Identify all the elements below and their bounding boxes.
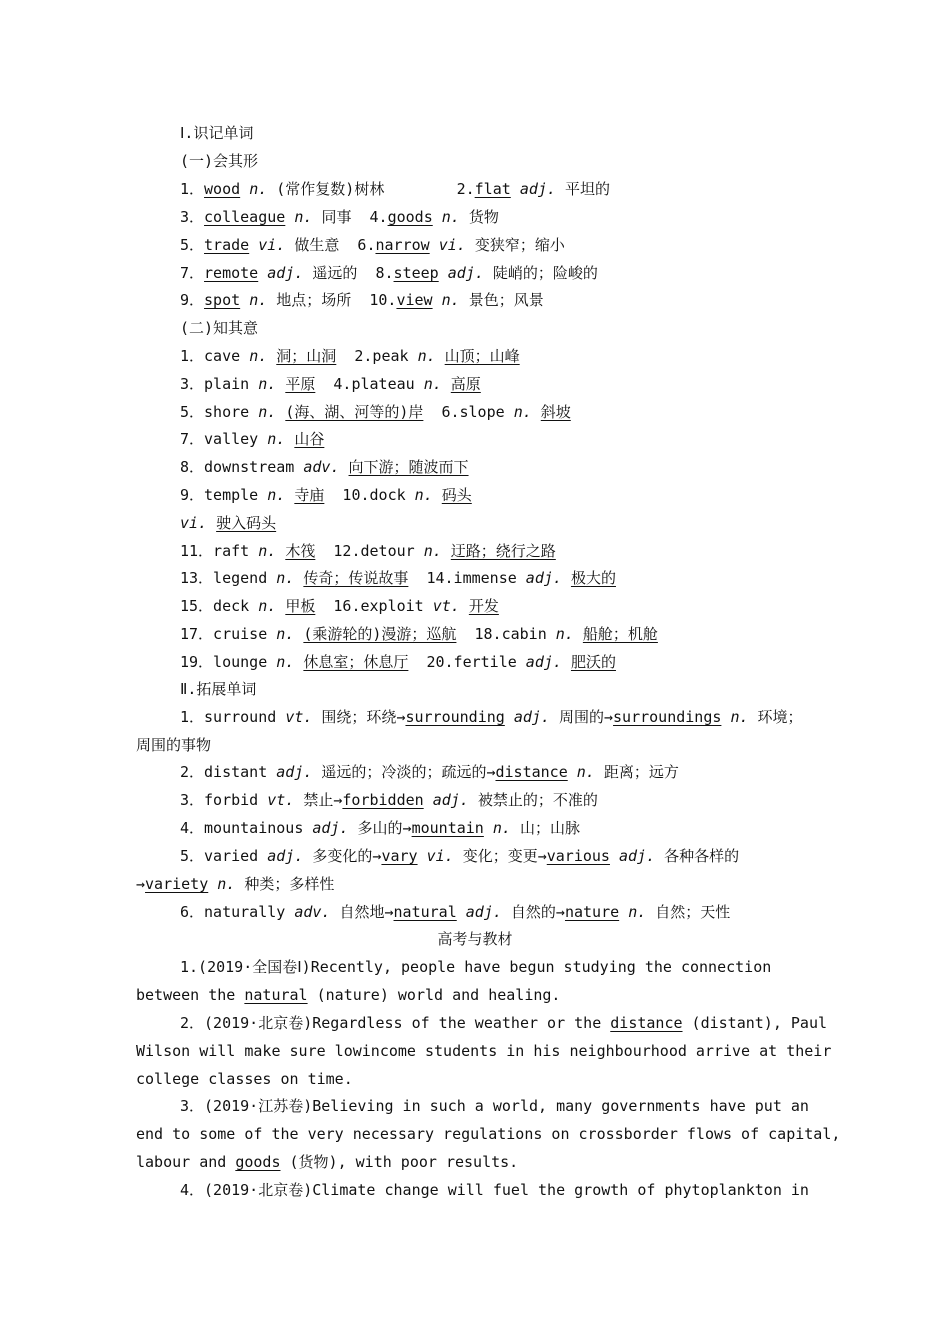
vocab-item [180, 402, 571, 422]
pos: vi. [438, 236, 466, 254]
term: 20.fertile [426, 653, 517, 671]
pos: n. [276, 625, 295, 643]
item-number: 5． [180, 236, 205, 254]
item-number: 4. [369, 208, 388, 226]
pos: adj. [312, 819, 349, 837]
answer: natural [393, 903, 457, 921]
pos: adj. [447, 264, 484, 282]
meaning: 景色；风景 [468, 291, 544, 309]
text: 多变化的→ [303, 847, 382, 865]
text: 3．forbid [180, 791, 268, 809]
vocab-item [180, 374, 481, 394]
term: 4.plateau [333, 375, 415, 393]
ext-line [180, 707, 803, 727]
answer: variety [145, 875, 209, 893]
answer: 平原 [285, 375, 316, 393]
vocab-item [180, 596, 499, 616]
pos: adj. [267, 264, 304, 282]
pos: vt. [285, 708, 313, 726]
answer: 开发 [468, 597, 499, 615]
pos: n. [423, 375, 442, 393]
text: 各种各样的 [655, 847, 740, 865]
item-number: 10. [369, 291, 397, 309]
answer: nature [564, 903, 620, 921]
pos: adj. [519, 180, 556, 198]
term: 2.peak [354, 347, 409, 365]
term: 9．temple [180, 486, 259, 504]
answer: 码头 [441, 486, 472, 504]
answer: surrounding [405, 708, 505, 726]
item-number: 9． [180, 291, 205, 309]
ext-line [180, 846, 739, 866]
answer: flat [474, 180, 511, 198]
pos: n. [217, 875, 236, 893]
answer: 驶入码头 [216, 514, 277, 532]
term: 7．valley [180, 430, 259, 448]
text: 多山的→ [348, 819, 412, 837]
meaning: 同事 [321, 208, 352, 226]
meaning: 平坦的 [564, 180, 610, 198]
answer: colleague [204, 208, 286, 226]
exam-line: 1.(2019·全国卷Ⅰ)Recently, people have begun studying the connection [180, 958, 772, 976]
ext-line [180, 818, 580, 838]
vocab-item [180, 652, 616, 672]
text: 6．naturally [180, 903, 295, 921]
pos: adv. [294, 903, 331, 921]
text: 周围的→ [549, 708, 614, 726]
term: 11．raft [180, 542, 250, 560]
pos: n. [294, 208, 313, 226]
text: 遥远的；冷淡的；疏远的→ [312, 763, 496, 781]
text: 被禁止的；不准的 [468, 791, 598, 809]
answer: distance [610, 1014, 683, 1032]
answer: trade [204, 236, 250, 254]
text: between the [136, 986, 245, 1004]
pos: n. [258, 375, 277, 393]
spacer [384, 180, 456, 198]
text: (distant), Paul [682, 1014, 828, 1032]
term: 6.slope [441, 403, 505, 421]
term: 17．cruise [180, 625, 268, 643]
vocab-item [180, 624, 658, 644]
pos: n. [513, 403, 532, 421]
answer: remote [204, 264, 259, 282]
vocab-item [180, 179, 610, 199]
vocab-item [180, 346, 520, 366]
answer: vary [381, 847, 418, 865]
answer: mountain [411, 819, 484, 837]
pos: n. [555, 625, 574, 643]
pos: adj. [465, 903, 502, 921]
text: 种类；多样性 [235, 875, 335, 893]
exam-line [136, 985, 560, 1005]
item-number: 8. [375, 264, 394, 282]
vocab-item [180, 290, 544, 310]
term: 1．cave [180, 347, 241, 365]
pos: adj. [525, 653, 562, 671]
text: 自然地→ [330, 903, 394, 921]
section-heading-2: Ⅱ.拓展单词 [180, 680, 257, 698]
answer: goods [387, 208, 433, 226]
answer: wood [204, 180, 241, 198]
vocab-item [180, 541, 556, 561]
answer: 斜坡 [540, 403, 571, 421]
meaning: 地点；场所 [276, 291, 352, 309]
text: 5．varied [180, 847, 268, 865]
text: 自然的→ [501, 903, 565, 921]
pos: n. [414, 486, 433, 504]
meaning: 做生意 [294, 236, 340, 254]
vocab-item [180, 429, 324, 449]
spacer [351, 291, 369, 309]
answer: 甲板 [285, 597, 316, 615]
answer: 向下游；随波而下 [348, 458, 469, 476]
pos: vi. [426, 847, 454, 865]
ext-line [180, 790, 598, 810]
vocab-item [180, 235, 565, 255]
item-number: 7． [180, 264, 205, 282]
answer: (乘游轮的)漫游；巡航 [303, 625, 457, 643]
answer: view [396, 291, 433, 309]
text: labour and [136, 1153, 236, 1171]
exam-line: Wilson will make sure lowincome students in his neighbourhood arrive at their [136, 1042, 832, 1060]
ext-line-cont [136, 874, 334, 894]
text: 山；山脉 [510, 819, 580, 837]
pos: n. [441, 291, 460, 309]
answer: various [546, 847, 610, 865]
exam-line: 4．(2019·北京卷)Climate change will fuel the growth of phytoplankton in [180, 1181, 809, 1199]
answer: 木筏 [285, 542, 316, 560]
term: 19．lounge [180, 653, 268, 671]
text: 变化；变更→ [453, 847, 547, 865]
pos: vt. [267, 791, 295, 809]
spacer [339, 236, 357, 254]
ext-line-cont: 周围的事物 [136, 736, 212, 754]
pos: n. [730, 708, 749, 726]
text: 禁止→ [294, 791, 343, 809]
text: 1．surround [180, 708, 286, 726]
answer: natural [244, 986, 308, 1004]
exam-line [136, 1152, 518, 1172]
vocab-item [180, 263, 598, 283]
item-number: 6. [357, 236, 376, 254]
answer: 山顶；山峰 [444, 347, 520, 365]
text: (nature) world and healing. [307, 986, 561, 1004]
vocab-item [180, 513, 276, 533]
pos: n. [441, 208, 460, 226]
answer: steep [393, 264, 439, 282]
answer: 山谷 [294, 430, 325, 448]
pos: vi. [258, 236, 286, 254]
meaning: 变狭窄；缩小 [474, 236, 565, 254]
answer: forbidden [342, 791, 424, 809]
pos: vt. [432, 597, 460, 615]
term: 13．legend [180, 569, 268, 587]
term: 8．downstream [180, 458, 295, 476]
item-number: 1． [180, 180, 205, 198]
text: 2．distant [180, 763, 277, 781]
pos: vi. [180, 514, 208, 532]
pos: n. [267, 486, 286, 504]
pos: n. [417, 347, 436, 365]
text: 2．(2019·北京卷)Regardless of the weather or the [180, 1014, 611, 1032]
term: 14.immense [426, 569, 517, 587]
exam-line: 3．(2019·江苏卷)Believing in such a world, many governments have put an [180, 1097, 809, 1115]
pos: adv. [303, 458, 340, 476]
pos: n. [628, 903, 647, 921]
pos: n. [258, 403, 277, 421]
answer: 船舱；机舱 [582, 625, 658, 643]
vocab-item [180, 457, 469, 477]
ext-line [180, 762, 679, 782]
pos: adj. [432, 791, 469, 809]
pos: n. [267, 430, 286, 448]
section-heading-3: 高考与教材 [437, 930, 513, 948]
pos: n. [258, 542, 277, 560]
pos: n. [258, 597, 277, 615]
spacer [351, 208, 369, 226]
term: 10.dock [342, 486, 406, 504]
meaning: 陡峭的；险峻的 [492, 264, 598, 282]
answer: 休息室；休息厅 [303, 653, 409, 671]
text: (货物), with poor results. [280, 1153, 519, 1171]
subsection-heading: (一)会其形 [180, 152, 259, 170]
meaning: (常作复数)树林 [276, 180, 385, 198]
answer: 极大的 [570, 569, 616, 587]
pos: n. [276, 653, 295, 671]
pos: adj. [525, 569, 562, 587]
text: 距离；远方 [594, 763, 679, 781]
answer: distance [495, 763, 568, 781]
vocab-item [180, 485, 472, 505]
exam-line: end to some of the very necessary regulations on crossborder flows of capital, [136, 1125, 841, 1143]
vocab-item [180, 568, 616, 588]
answer: surroundings [613, 708, 722, 726]
item-number: 2. [456, 180, 475, 198]
answer: 传奇；传说故事 [303, 569, 409, 587]
pos: n. [576, 763, 595, 781]
meaning: 遥远的 [312, 264, 358, 282]
term: 18.cabin [474, 625, 547, 643]
term: 15．deck [180, 597, 250, 615]
term: 3．plain [180, 375, 250, 393]
section-heading-1: Ⅰ.识记单词 [180, 124, 254, 142]
answer: 寺庙 [294, 486, 325, 504]
text: 围绕；环绕→ [312, 708, 406, 726]
pos: n. [249, 180, 268, 198]
spacer [357, 264, 375, 282]
term: 12.detour [333, 542, 415, 560]
answer: 迂路；绕行之路 [450, 542, 556, 560]
arrow: → [136, 875, 146, 893]
ext-line [180, 902, 730, 922]
term: 16.exploit [333, 597, 424, 615]
exam-line [180, 1013, 827, 1033]
pos: n. [249, 291, 268, 309]
item-number: 3． [180, 208, 205, 226]
pos: n. [249, 347, 268, 365]
vocab-item [180, 207, 499, 227]
pos: n. [423, 542, 442, 560]
meaning: 货物 [468, 208, 499, 226]
text: 环境； [748, 708, 803, 726]
pos: adj. [276, 763, 313, 781]
answer: spot [204, 291, 241, 309]
text: 4．mountainous [180, 819, 313, 837]
exam-line: college classes on time. [136, 1070, 353, 1088]
answer: (海、湖、河等的)岸 [285, 403, 424, 421]
pos: n. [276, 569, 295, 587]
pos: adj. [267, 847, 304, 865]
answer: 肥沃的 [570, 653, 616, 671]
answer: narrow [375, 236, 430, 254]
term: 5．shore [180, 403, 250, 421]
pos: adj. [513, 708, 550, 726]
text: 自然；天性 [646, 903, 731, 921]
answer: 洞；山洞 [276, 347, 337, 365]
pos: adj. [619, 847, 656, 865]
subsection-heading: (二)知其意 [180, 319, 259, 337]
answer: 高原 [450, 375, 481, 393]
pos: n. [492, 819, 511, 837]
answer: goods [235, 1153, 281, 1171]
